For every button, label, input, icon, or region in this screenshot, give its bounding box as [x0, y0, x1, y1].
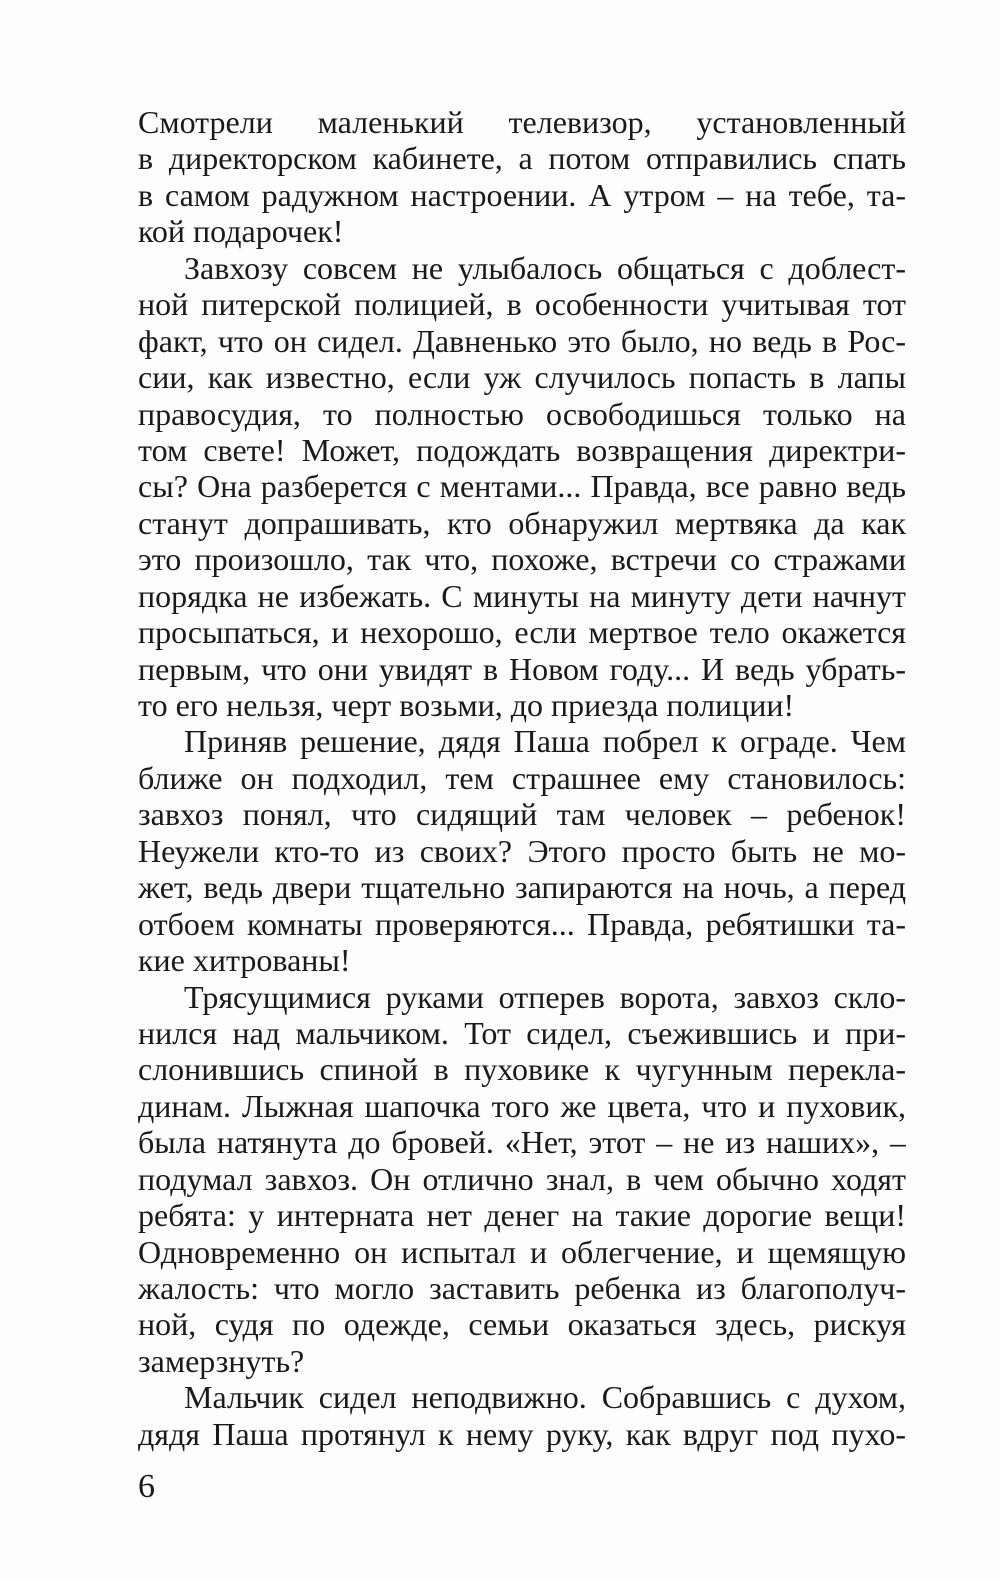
- text-line: это произошло, так что, похоже, встречи со стражами: [138, 541, 906, 578]
- text-line: Мальчик сидел неподвижно. Собравшись с духом,: [184, 1379, 906, 1416]
- text-line: в директорском кабинете, а потом отправились спать: [138, 140, 906, 177]
- text-line: отбоем комнаты проверяются... Правда, ребятишки та-: [138, 905, 906, 942]
- text-line: ной питерской полицией, в особенности учитывая тот: [138, 286, 906, 323]
- text-line: Смотрели маленький телевизор, установленный: [138, 104, 906, 140]
- text-line: подумал завхоз. Он отлично знал, в чем обычно ходят: [138, 1160, 906, 1197]
- text-line: то его нельзя, черт возьми, до приезда полиции!: [138, 687, 795, 723]
- text-line: жалость: что могло заставить ребенка из благополуч-: [138, 1270, 906, 1306]
- text-line: сии, как известно, если уж случилось попасть в лапы: [138, 359, 906, 396]
- text-line: станут допрашивать, кто обнаружил мертвяка да как: [138, 504, 906, 541]
- text-line: Приняв решение, дядя Паша побрел к ограде. Чем: [184, 723, 906, 760]
- body-text: [138, 104, 906, 1452]
- text-line: ной, судя по одежде, семьи оказаться здесь, рискуя: [138, 1306, 906, 1343]
- text-line: просыпаться, и нехорошо, если мертвое тело окажется: [138, 614, 906, 651]
- text-line: слонившись спиной в пуховике к чугунным перекла-: [138, 1051, 906, 1088]
- text-line: факт, что он сидел. Давненько это было, но ведь в Рос-: [138, 322, 906, 359]
- text-line: Неужели кто-то из своих? Этого просто быть не мо-: [138, 832, 906, 869]
- text-line: том свете! Может, подождать возвращения директри-: [138, 431, 906, 468]
- text-line: дядя Паша протянул к нему руку, как вдруг под пухо-: [138, 1415, 906, 1452]
- text-line: завхоз понял, что сидящий там человек – ребенок!: [138, 796, 906, 833]
- page-number: 6: [138, 1468, 155, 1505]
- text-line: ребята: у интерната нет денег на такие дорогие вещи!: [138, 1197, 906, 1234]
- text-line: ближе он подходил, тем страшнее ему становилось:: [138, 759, 906, 796]
- text-line: Одновременно он испытал и облегчение, и щемящую: [138, 1233, 906, 1270]
- text-line: кие хитрованы!: [138, 942, 351, 979]
- text-line: Завхозу совсем не улыбалось общаться с доблест-: [184, 249, 906, 286]
- text-line: динам. Лыжная шапочка того же цвета, что и пуховик,: [138, 1087, 906, 1124]
- text-line: нился над мальчиком. Тот сидел, съежившись и при-: [138, 1014, 906, 1051]
- text-line: кой подарочек!: [138, 213, 344, 250]
- text-line: сы? Она разберется с ментами... Правда, все равно ведь: [138, 468, 906, 505]
- text-line: замерзнуть?: [138, 1342, 305, 1379]
- text-line: была натянута до бровей. «Нет, этот – не из наших», –: [138, 1124, 906, 1161]
- text-line: первым, что они увидят в Новом году... И ведь убрать-: [138, 650, 906, 687]
- text-line: правосудия, то полностью освободишься только на: [138, 395, 906, 432]
- text-line: порядка не избежать. С минуты на минуту дети начнут: [138, 577, 906, 614]
- text-line: в самом радужном настроении. А утром – на тебе, та-: [138, 176, 906, 213]
- text-line: жет, ведь двери тщательно запираются на ночь, а перед: [138, 869, 906, 906]
- text-line: Трясущимися руками отперев ворота, завхоз скло-: [184, 978, 906, 1015]
